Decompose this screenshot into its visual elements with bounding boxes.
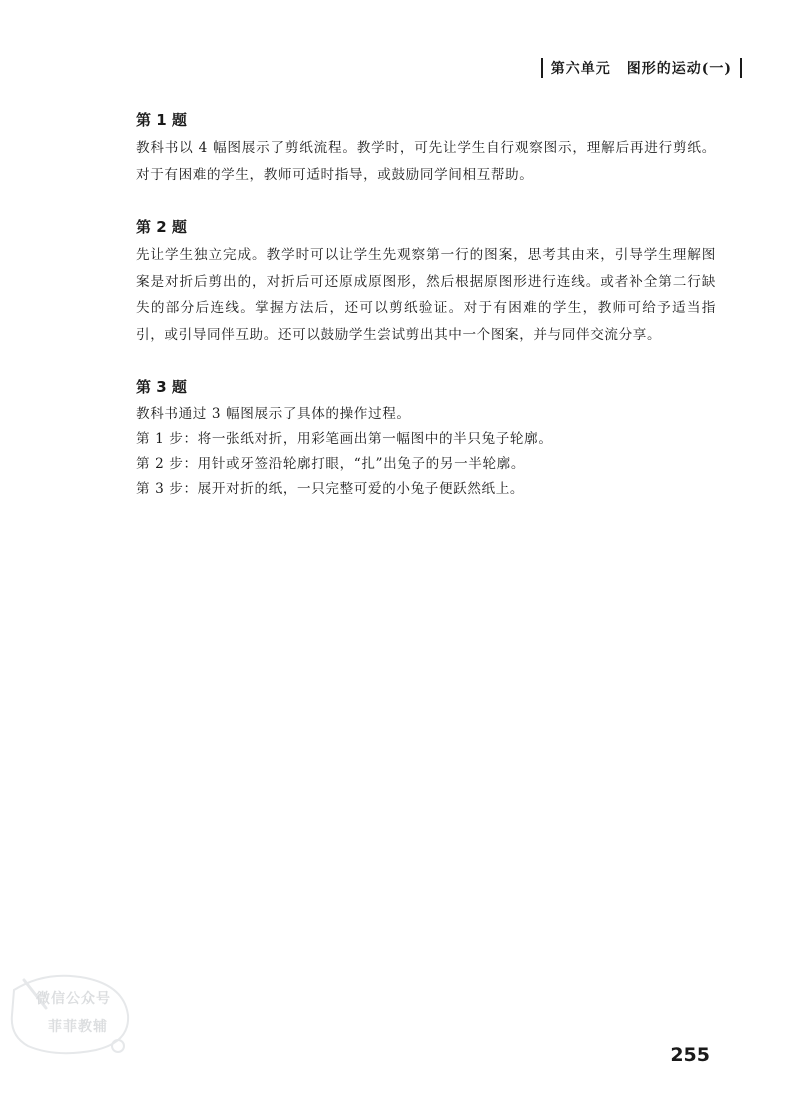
watermark-badge-icon bbox=[6, 960, 136, 1060]
section-title: 第 1 题 bbox=[136, 111, 187, 129]
watermark-line-1: 微信公众号 bbox=[36, 991, 111, 1007]
page-number: 255 bbox=[670, 1044, 710, 1066]
section-question-1 bbox=[136, 108, 716, 188]
section-question-3 bbox=[136, 375, 716, 502]
section-title: 第 3 题 bbox=[136, 378, 187, 396]
running-header bbox=[541, 58, 742, 78]
header-chapter: 第六单元 bbox=[550, 61, 611, 77]
header-right-bar bbox=[740, 58, 742, 78]
step-1-line: 第 1 步：将一张纸对折，用彩笔画出第一幅图中的半只兔子轮廓。 bbox=[136, 431, 553, 447]
watermark bbox=[6, 960, 136, 1060]
section-paragraph: 先让学生独立完成。教学时可以让学生先观察第一行的图案，思考其由来，引导学生理解图案是对折后剪出的，对折后可还原成原图形，然后根据原图形进行连线。或者补全第二行缺失的部分后连线。掌握方法后，还可以剪纸验证。对于有困难的学生，教师可给予适当指引，或引导同伴互助。还可以鼓励学生尝试剪出其中一个图案，并与同伴交流分享。 bbox=[136, 247, 716, 343]
section-question-2 bbox=[136, 215, 716, 348]
step-3-line: 第 3 步：展开对折的纸，一只完整可爱的小兔子便跃然纸上。 bbox=[136, 481, 525, 497]
step-2-line: 第 2 步：用针或牙签沿轮廓打眼，“扎”出兔子的另一半轮廓。 bbox=[136, 456, 526, 472]
header-title: 图形的运动(一) bbox=[626, 61, 732, 77]
watermark-line-2: 菲菲教辅 bbox=[48, 1019, 108, 1035]
section-line: 教科书通过 3 幅图展示了具体的操作过程。 bbox=[136, 406, 411, 422]
section-paragraph: 教科书以 4 幅图展示了剪纸流程。教学时，可先让学生自行观察图示，理解后再进行剪纸。对于有困难的学生，教师可适时指导，或鼓励同学间相互帮助。 bbox=[136, 140, 716, 183]
section-title: 第 2 题 bbox=[136, 218, 187, 236]
page-content bbox=[136, 108, 716, 529]
